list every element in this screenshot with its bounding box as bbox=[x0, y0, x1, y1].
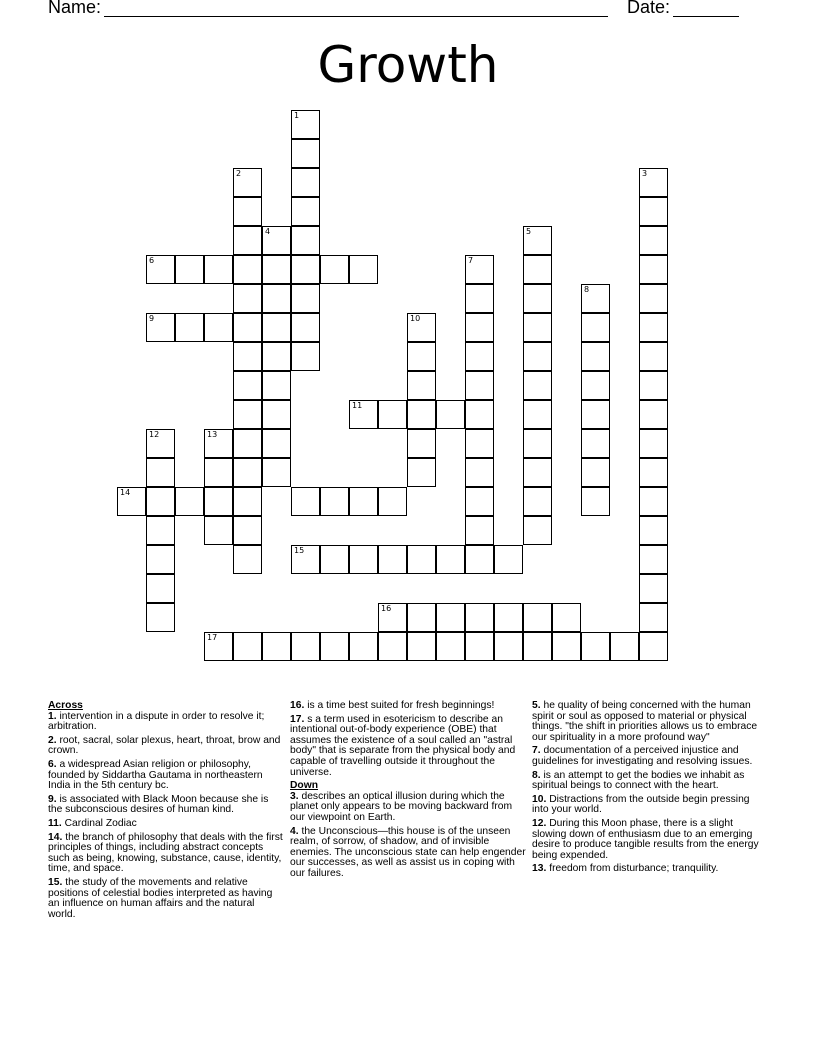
grid-cell[interactable] bbox=[465, 255, 494, 284]
grid-cell[interactable] bbox=[436, 632, 465, 661]
grid-cell[interactable] bbox=[291, 632, 320, 661]
grid-cell[interactable] bbox=[523, 458, 552, 487]
grid-cell[interactable] bbox=[465, 603, 494, 632]
grid-cell[interactable] bbox=[639, 545, 668, 574]
grid-cell[interactable] bbox=[233, 168, 262, 197]
grid-cell[interactable] bbox=[523, 487, 552, 516]
grid-cell[interactable] bbox=[523, 400, 552, 429]
down-clue-list-continued bbox=[532, 701, 768, 875]
grid-cell[interactable] bbox=[523, 603, 552, 632]
clue-item bbox=[290, 792, 526, 824]
clue-num: 5. bbox=[532, 700, 541, 711]
grid-cell[interactable] bbox=[291, 487, 320, 516]
grid-cell[interactable] bbox=[291, 284, 320, 313]
grid-cell[interactable] bbox=[349, 545, 378, 574]
clue-number: 9 bbox=[149, 314, 155, 323]
grid-cell[interactable] bbox=[465, 632, 494, 661]
grid-cell[interactable] bbox=[349, 255, 378, 284]
grid-cell[interactable] bbox=[639, 371, 668, 400]
grid-cell[interactable] bbox=[146, 313, 175, 342]
grid-cell[interactable] bbox=[523, 342, 552, 371]
grid-cell[interactable] bbox=[465, 284, 494, 313]
clue-number: 17 bbox=[207, 633, 218, 642]
grid-cell[interactable] bbox=[465, 342, 494, 371]
clue-item bbox=[532, 746, 768, 767]
grid-cell[interactable] bbox=[581, 429, 610, 458]
grid-cell[interactable] bbox=[233, 545, 262, 574]
grid-cell[interactable] bbox=[233, 632, 262, 661]
clue-num: 10. bbox=[532, 793, 547, 805]
grid-cell[interactable] bbox=[291, 168, 320, 197]
clue-number: 15 bbox=[294, 546, 305, 555]
grid-cell[interactable] bbox=[581, 371, 610, 400]
grid-cell[interactable] bbox=[204, 458, 233, 487]
grid-cell[interactable] bbox=[639, 342, 668, 371]
grid-cell[interactable] bbox=[175, 255, 204, 284]
clue-text: freedom from disturbance; tranquility. bbox=[549, 863, 719, 875]
clue-text: a widespread Asian religion or philosophy, founded by Siddartha Gautama in northeastern India in the 5th century bc. bbox=[48, 758, 263, 792]
across-clue-list bbox=[48, 712, 284, 921]
grid-cell[interactable] bbox=[146, 574, 175, 603]
grid-cell[interactable] bbox=[465, 458, 494, 487]
grid-cell[interactable] bbox=[320, 487, 349, 516]
clue-number: 10 bbox=[410, 314, 421, 323]
grid-cell[interactable] bbox=[552, 603, 581, 632]
grid-cell[interactable] bbox=[146, 429, 175, 458]
grid-cell[interactable] bbox=[465, 313, 494, 342]
clue-num: 11. bbox=[48, 817, 62, 829]
grid-cell[interactable] bbox=[465, 429, 494, 458]
clue-num: 1. bbox=[48, 710, 57, 722]
grid-cell[interactable] bbox=[436, 603, 465, 632]
clue-item bbox=[532, 795, 768, 816]
grid-cell[interactable] bbox=[639, 632, 668, 661]
grid-cell[interactable] bbox=[204, 255, 233, 284]
grid-cell[interactable] bbox=[291, 139, 320, 168]
grid-cell[interactable] bbox=[291, 226, 320, 255]
clue-number: 13 bbox=[207, 430, 218, 439]
grid-cell[interactable] bbox=[146, 487, 175, 516]
clue-num: 16. bbox=[290, 700, 305, 711]
grid-cell[interactable] bbox=[523, 429, 552, 458]
grid-cell[interactable] bbox=[639, 487, 668, 516]
clue-item bbox=[532, 701, 768, 743]
grid-cell[interactable] bbox=[407, 603, 436, 632]
clue-item bbox=[290, 715, 526, 779]
grid-cell[interactable] bbox=[407, 342, 436, 371]
clue-item bbox=[48, 760, 284, 792]
clue-number: 4 bbox=[265, 227, 271, 236]
clue-number: 12 bbox=[149, 430, 160, 439]
grid-cell[interactable] bbox=[320, 632, 349, 661]
grid-cell[interactable] bbox=[639, 458, 668, 487]
clue-num: 4. bbox=[290, 825, 299, 837]
clue-number: 6 bbox=[149, 256, 155, 265]
clue-item bbox=[532, 864, 768, 875]
clue-item bbox=[48, 712, 284, 733]
grid-cell[interactable] bbox=[320, 255, 349, 284]
clue-text: is associated with Black Moon because she is the subconscious desires of human kind. bbox=[48, 793, 269, 816]
grid-cell[interactable] bbox=[407, 458, 436, 487]
clue-num: 9. bbox=[48, 793, 57, 805]
grid-cell[interactable] bbox=[610, 632, 639, 661]
grid-cell[interactable] bbox=[407, 371, 436, 400]
grid-cell[interactable] bbox=[233, 226, 262, 255]
clue-text: Distractions from the outside begin pressing into your world. bbox=[532, 793, 750, 816]
clue-text: describes an optical illusion during which the planet only appears to be moving backward from our viewpoint on Earth. bbox=[290, 790, 513, 823]
clue-number: 16 bbox=[381, 604, 392, 613]
grid-cell[interactable] bbox=[175, 313, 204, 342]
grid-cell[interactable] bbox=[581, 632, 610, 661]
grid-cell[interactable] bbox=[523, 226, 552, 255]
grid-cell[interactable] bbox=[291, 197, 320, 226]
clue-number: 14 bbox=[120, 488, 131, 497]
clue-text: is a time best suited for fresh beginnings! bbox=[307, 700, 495, 711]
grid-cell[interactable] bbox=[378, 400, 407, 429]
grid-cell[interactable] bbox=[523, 632, 552, 661]
down-heading: Down bbox=[290, 780, 319, 792]
grid-cell[interactable] bbox=[639, 168, 668, 197]
down-clue-list bbox=[290, 792, 526, 880]
grid-cell[interactable] bbox=[262, 342, 291, 371]
grid-cell[interactable] bbox=[523, 516, 552, 545]
grid-cell[interactable] bbox=[407, 632, 436, 661]
grid-cell[interactable] bbox=[523, 284, 552, 313]
grid-cell[interactable] bbox=[378, 487, 407, 516]
clue-item bbox=[48, 795, 284, 816]
clue-number: 11 bbox=[352, 401, 363, 410]
grid-cell[interactable] bbox=[262, 371, 291, 400]
grid-cell[interactable] bbox=[262, 632, 291, 661]
clue-text: Cardinal Zodiac bbox=[64, 817, 137, 829]
grid-cell[interactable] bbox=[262, 255, 291, 284]
grid-cell[interactable] bbox=[146, 603, 175, 632]
grid-cell[interactable] bbox=[262, 400, 291, 429]
clue-text: intervention in a dispute in order to resolve it; arbitration. bbox=[48, 710, 265, 733]
grid-cell[interactable] bbox=[639, 284, 668, 313]
grid-cell[interactable] bbox=[523, 313, 552, 342]
grid-cell[interactable] bbox=[233, 487, 262, 516]
grid-cell[interactable] bbox=[523, 255, 552, 284]
clue-text: the branch of philosophy that deals with the first principles of things, including abstract concepts such as being, knowing, substance, cause, identity, time, and space. bbox=[48, 831, 283, 875]
grid-cell[interactable] bbox=[291, 313, 320, 342]
grid-cell[interactable] bbox=[581, 487, 610, 516]
clue-item bbox=[532, 771, 768, 792]
grid-cell[interactable] bbox=[291, 255, 320, 284]
grid-cell[interactable] bbox=[639, 516, 668, 545]
grid-cell[interactable] bbox=[233, 400, 262, 429]
clue-text: s a term used in esotericism to describe an intentional out-of-body experience (OBE) that assumes the existence of a soul called an "astral body" that is separate from the physical body and capable of travelling outside it throughout the universe. bbox=[290, 713, 516, 778]
grid-cell[interactable] bbox=[407, 400, 436, 429]
clue-text: the Unconscious—this house is of the unseen realm, of sorrow, of shadow, and of invisible enemies. The unconscious state can help engender our successes, as well as assist us in coping with our failures. bbox=[290, 825, 526, 879]
grid-cell[interactable] bbox=[233, 458, 262, 487]
grid-cell[interactable] bbox=[639, 603, 668, 632]
clue-num: 14. bbox=[48, 831, 63, 843]
grid-cell[interactable] bbox=[523, 371, 552, 400]
clue-num: 3. bbox=[290, 790, 299, 802]
clue-num: 12. bbox=[532, 817, 547, 829]
clue-number: 8 bbox=[584, 285, 590, 294]
clue-num: 13. bbox=[532, 863, 547, 875]
clues-column-1 bbox=[48, 701, 284, 923]
grid-cell[interactable] bbox=[262, 429, 291, 458]
date-label-text: Date: bbox=[627, 0, 671, 17]
clues-column-3 bbox=[532, 701, 768, 878]
grid-cell[interactable] bbox=[436, 400, 465, 429]
grid-cell[interactable] bbox=[465, 400, 494, 429]
grid-cell[interactable] bbox=[204, 516, 233, 545]
clue-number: 5 bbox=[526, 227, 532, 236]
grid-cell[interactable] bbox=[639, 197, 668, 226]
grid-cell[interactable] bbox=[233, 429, 262, 458]
grid-cell[interactable] bbox=[639, 400, 668, 429]
grid-cell[interactable] bbox=[233, 342, 262, 371]
clue-number: 2 bbox=[236, 169, 242, 178]
clue-item bbox=[532, 819, 768, 861]
clue-item bbox=[48, 878, 284, 920]
grid-cell[interactable] bbox=[204, 429, 233, 458]
grid-cell[interactable] bbox=[465, 371, 494, 400]
grid-cell[interactable] bbox=[581, 400, 610, 429]
grid-cell[interactable] bbox=[349, 632, 378, 661]
grid-cell[interactable] bbox=[494, 545, 523, 574]
grid-cell[interactable] bbox=[378, 603, 407, 632]
grid-cell[interactable] bbox=[465, 516, 494, 545]
grid-cell[interactable] bbox=[407, 545, 436, 574]
grid-cell[interactable] bbox=[465, 487, 494, 516]
grid-cell[interactable] bbox=[407, 313, 436, 342]
grid-cell[interactable] bbox=[291, 342, 320, 371]
grid-cell[interactable] bbox=[262, 284, 291, 313]
clue-text: the study of the movements and relative positions of celestial bodies interpreted as having an influence on human affairs and the natural world. bbox=[48, 876, 273, 920]
grid-cell[interactable] bbox=[233, 313, 262, 342]
grid-cell[interactable] bbox=[407, 429, 436, 458]
clue-num: 6. bbox=[48, 758, 57, 770]
clue-number: 3 bbox=[642, 169, 648, 178]
clue-item bbox=[48, 819, 284, 830]
clue-text: is an attempt to get the bodies we inhabit as spiritual beings to connect with the heart. bbox=[532, 769, 745, 792]
clues-column-2 bbox=[290, 701, 526, 883]
clue-text: root, sacral, solar plexus, heart, throat, brow and crown. bbox=[48, 734, 281, 757]
grid-cell[interactable] bbox=[378, 545, 407, 574]
clue-text: documentation of a perceived injustice and guidelines for investigating and resolving issues. bbox=[532, 745, 753, 767]
grid-cell[interactable] bbox=[262, 226, 291, 255]
grid-cell[interactable] bbox=[175, 487, 204, 516]
across-heading: Across bbox=[48, 700, 83, 711]
grid-cell[interactable] bbox=[581, 284, 610, 313]
grid-cell[interactable] bbox=[204, 632, 233, 661]
grid-cell[interactable] bbox=[639, 429, 668, 458]
clue-item bbox=[48, 833, 284, 875]
grid-cell[interactable] bbox=[639, 226, 668, 255]
grid-cell[interactable] bbox=[146, 545, 175, 574]
grid-cell[interactable] bbox=[233, 255, 262, 284]
grid-cell[interactable] bbox=[581, 458, 610, 487]
grid-cell[interactable] bbox=[349, 487, 378, 516]
grid-cell[interactable] bbox=[146, 458, 175, 487]
clue-num: 15. bbox=[48, 876, 63, 888]
grid-cell[interactable] bbox=[349, 400, 378, 429]
grid-cell[interactable] bbox=[233, 284, 262, 313]
clue-item bbox=[290, 701, 526, 712]
grid-cell[interactable] bbox=[291, 110, 320, 139]
clue-num: 17. bbox=[290, 713, 305, 725]
grid-cell[interactable] bbox=[465, 545, 494, 574]
clue-num: 8. bbox=[532, 769, 541, 781]
grid-cell[interactable] bbox=[117, 487, 146, 516]
across-clue-list-continued bbox=[290, 701, 526, 778]
name-label-text: Name: bbox=[48, 0, 102, 17]
grid-cell[interactable] bbox=[262, 313, 291, 342]
clue-number: 7 bbox=[468, 256, 474, 265]
grid-cell[interactable] bbox=[494, 603, 523, 632]
clue-number: 1 bbox=[294, 111, 300, 120]
grid-cell[interactable] bbox=[581, 313, 610, 342]
page-title: Growth bbox=[317, 36, 499, 94]
grid-cell[interactable] bbox=[639, 574, 668, 603]
clue-num: 2. bbox=[48, 734, 57, 746]
grid-cell[interactable] bbox=[291, 545, 320, 574]
clue-item bbox=[48, 736, 284, 757]
grid-cell[interactable] bbox=[378, 632, 407, 661]
clue-text: During this Moon phase, there is a slight slowing down of enthusiasm due to an emerging desire to produce tangible results from the energy being expended. bbox=[532, 817, 759, 861]
grid-cell[interactable] bbox=[262, 458, 291, 487]
grid-cell[interactable] bbox=[233, 371, 262, 400]
grid-cell[interactable] bbox=[436, 545, 465, 574]
grid-cell[interactable] bbox=[204, 313, 233, 342]
grid-cell[interactable] bbox=[639, 255, 668, 284]
grid-cell[interactable] bbox=[233, 197, 262, 226]
grid-cell[interactable] bbox=[204, 487, 233, 516]
grid-cell[interactable] bbox=[233, 516, 262, 545]
clue-item bbox=[290, 827, 526, 880]
grid-cell[interactable] bbox=[146, 516, 175, 545]
grid-cell[interactable] bbox=[581, 342, 610, 371]
grid-cell[interactable] bbox=[320, 545, 349, 574]
grid-cell[interactable] bbox=[146, 255, 175, 284]
grid-cell[interactable] bbox=[494, 632, 523, 661]
clue-num: 7. bbox=[532, 745, 541, 757]
clue-text: he quality of being concerned with the human spirit or soul as opposed to material or physical things. "the shift in priorities allows us to embrace our spirituality in a more profound way" bbox=[532, 700, 758, 743]
grid-cell[interactable] bbox=[639, 313, 668, 342]
grid-cell[interactable] bbox=[552, 632, 581, 661]
